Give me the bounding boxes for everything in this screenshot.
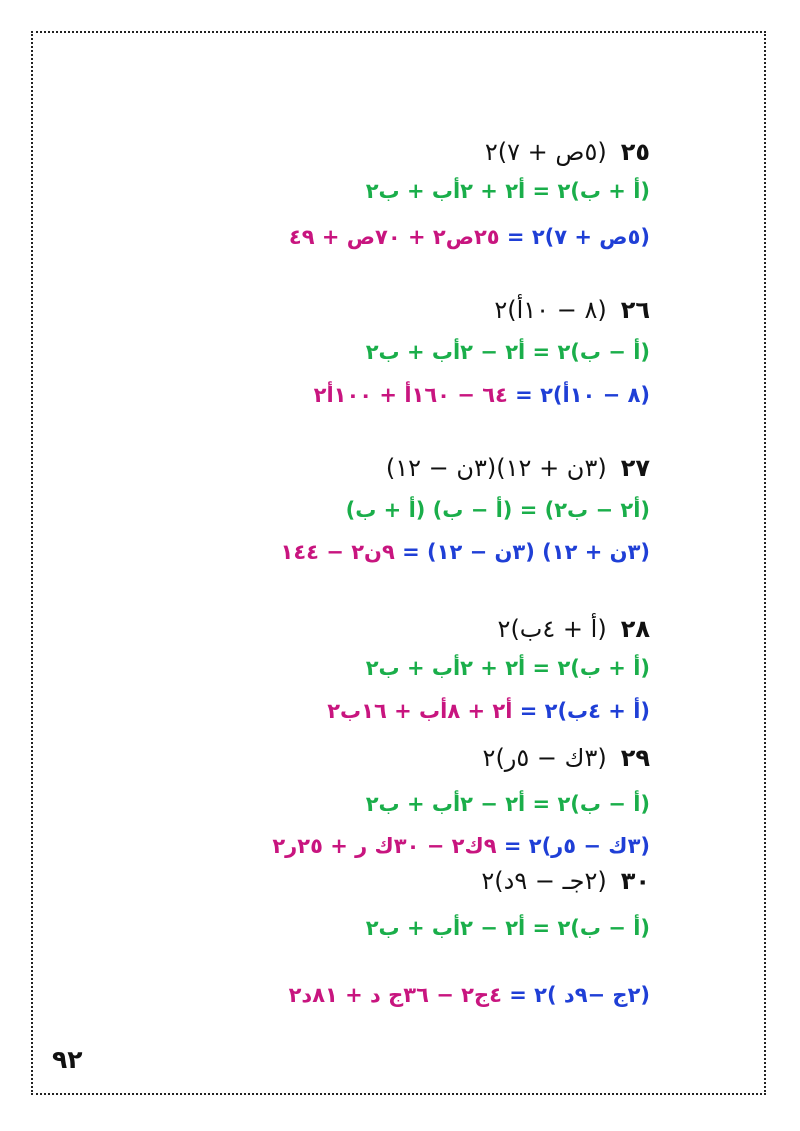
problem-29-identity: (أ − ب)٢ = أ٢ − ٢أب + ب٢	[365, 792, 650, 816]
problem-expression: (٢جـ − ٩د)٢	[481, 867, 607, 895]
problem-expression: (أ + ٤ب)٢	[497, 615, 607, 643]
problem-number: ٢٨	[620, 615, 650, 643]
answer-rhs: ٦٤ − ١٦٠أ + ١٠٠أ٢	[313, 383, 508, 407]
answer-lhs: (٢ج −٩د )٢ =	[501, 983, 650, 1007]
problem-expression: (٥ص + ٧)٢	[484, 138, 607, 166]
answer-lhs: (٣ن + ١٢) (٣ن − ١٢) =	[394, 540, 650, 564]
problem-number: ٢٩	[620, 744, 650, 772]
problem-27-identity: (أ٢ − ب٢) = (أ − ب) (أ + ب)	[345, 498, 650, 522]
problem-30-identity: (أ − ب)٢ = أ٢ − ٢أب + ب٢	[365, 916, 650, 940]
answer-rhs: ٩ك٢ − ٣٠ك ر + ٢٥ر٢	[272, 834, 497, 858]
problem-expression: (٣ن + ١٢)(٣ن − ١٢)	[385, 454, 607, 482]
problem-expression: (٣ك − ٥ر)٢	[482, 744, 607, 772]
problem-30-answer	[289, 985, 650, 1006]
answer-rhs: ٩ن٢ − ١٤٤	[280, 540, 395, 564]
problem-25-answer	[289, 227, 650, 248]
answer-lhs: (٨ − ١٠أ)٢ =	[507, 383, 650, 407]
problem-29-answer	[272, 836, 650, 857]
problem-29-statement	[483, 746, 650, 770]
answer-rhs: ٤ج٢ − ٣٦ج د + ٨١د٢	[288, 983, 502, 1007]
problem-26-statement	[494, 298, 650, 322]
problem-number: ٢٧	[620, 454, 650, 482]
problem-28-identity: (أ + ب)٢ = أ٢ + ٢أب + ب٢	[365, 656, 650, 680]
answer-rhs: أ٢ + ٨أب + ١٦ب٢	[327, 699, 513, 723]
problem-28-answer	[327, 701, 650, 722]
problem-27-answer	[281, 542, 650, 563]
page-number: ٩٢	[52, 1045, 83, 1074]
answer-lhs: (٥ص + ٧)٢ =	[499, 225, 650, 249]
answer-lhs: (٣ك − ٥ر)٢ =	[496, 834, 650, 858]
problem-number: ٢٦	[620, 296, 650, 324]
answer-lhs: (أ + ٤ب)٢ =	[512, 699, 650, 723]
problem-25-statement	[485, 140, 650, 164]
problem-28-statement	[498, 617, 650, 641]
problem-number: ٢٥	[620, 138, 650, 166]
problem-25-identity: (أ + ب)٢ = أ٢ + ٢أب + ب٢	[365, 179, 650, 203]
problem-expression: (٨ − ١٠أ)٢	[494, 296, 607, 324]
problem-number: ٣٠	[620, 867, 650, 895]
problem-27-statement	[386, 456, 650, 480]
problem-26-identity: (أ − ب)٢ = أ٢ − ٢أب + ب٢	[365, 340, 650, 364]
problem-30-statement	[481, 869, 650, 893]
answer-rhs: ٢٥ص٢ + ٧٠ص + ٤٩	[288, 225, 500, 249]
problem-26-answer	[314, 385, 650, 406]
